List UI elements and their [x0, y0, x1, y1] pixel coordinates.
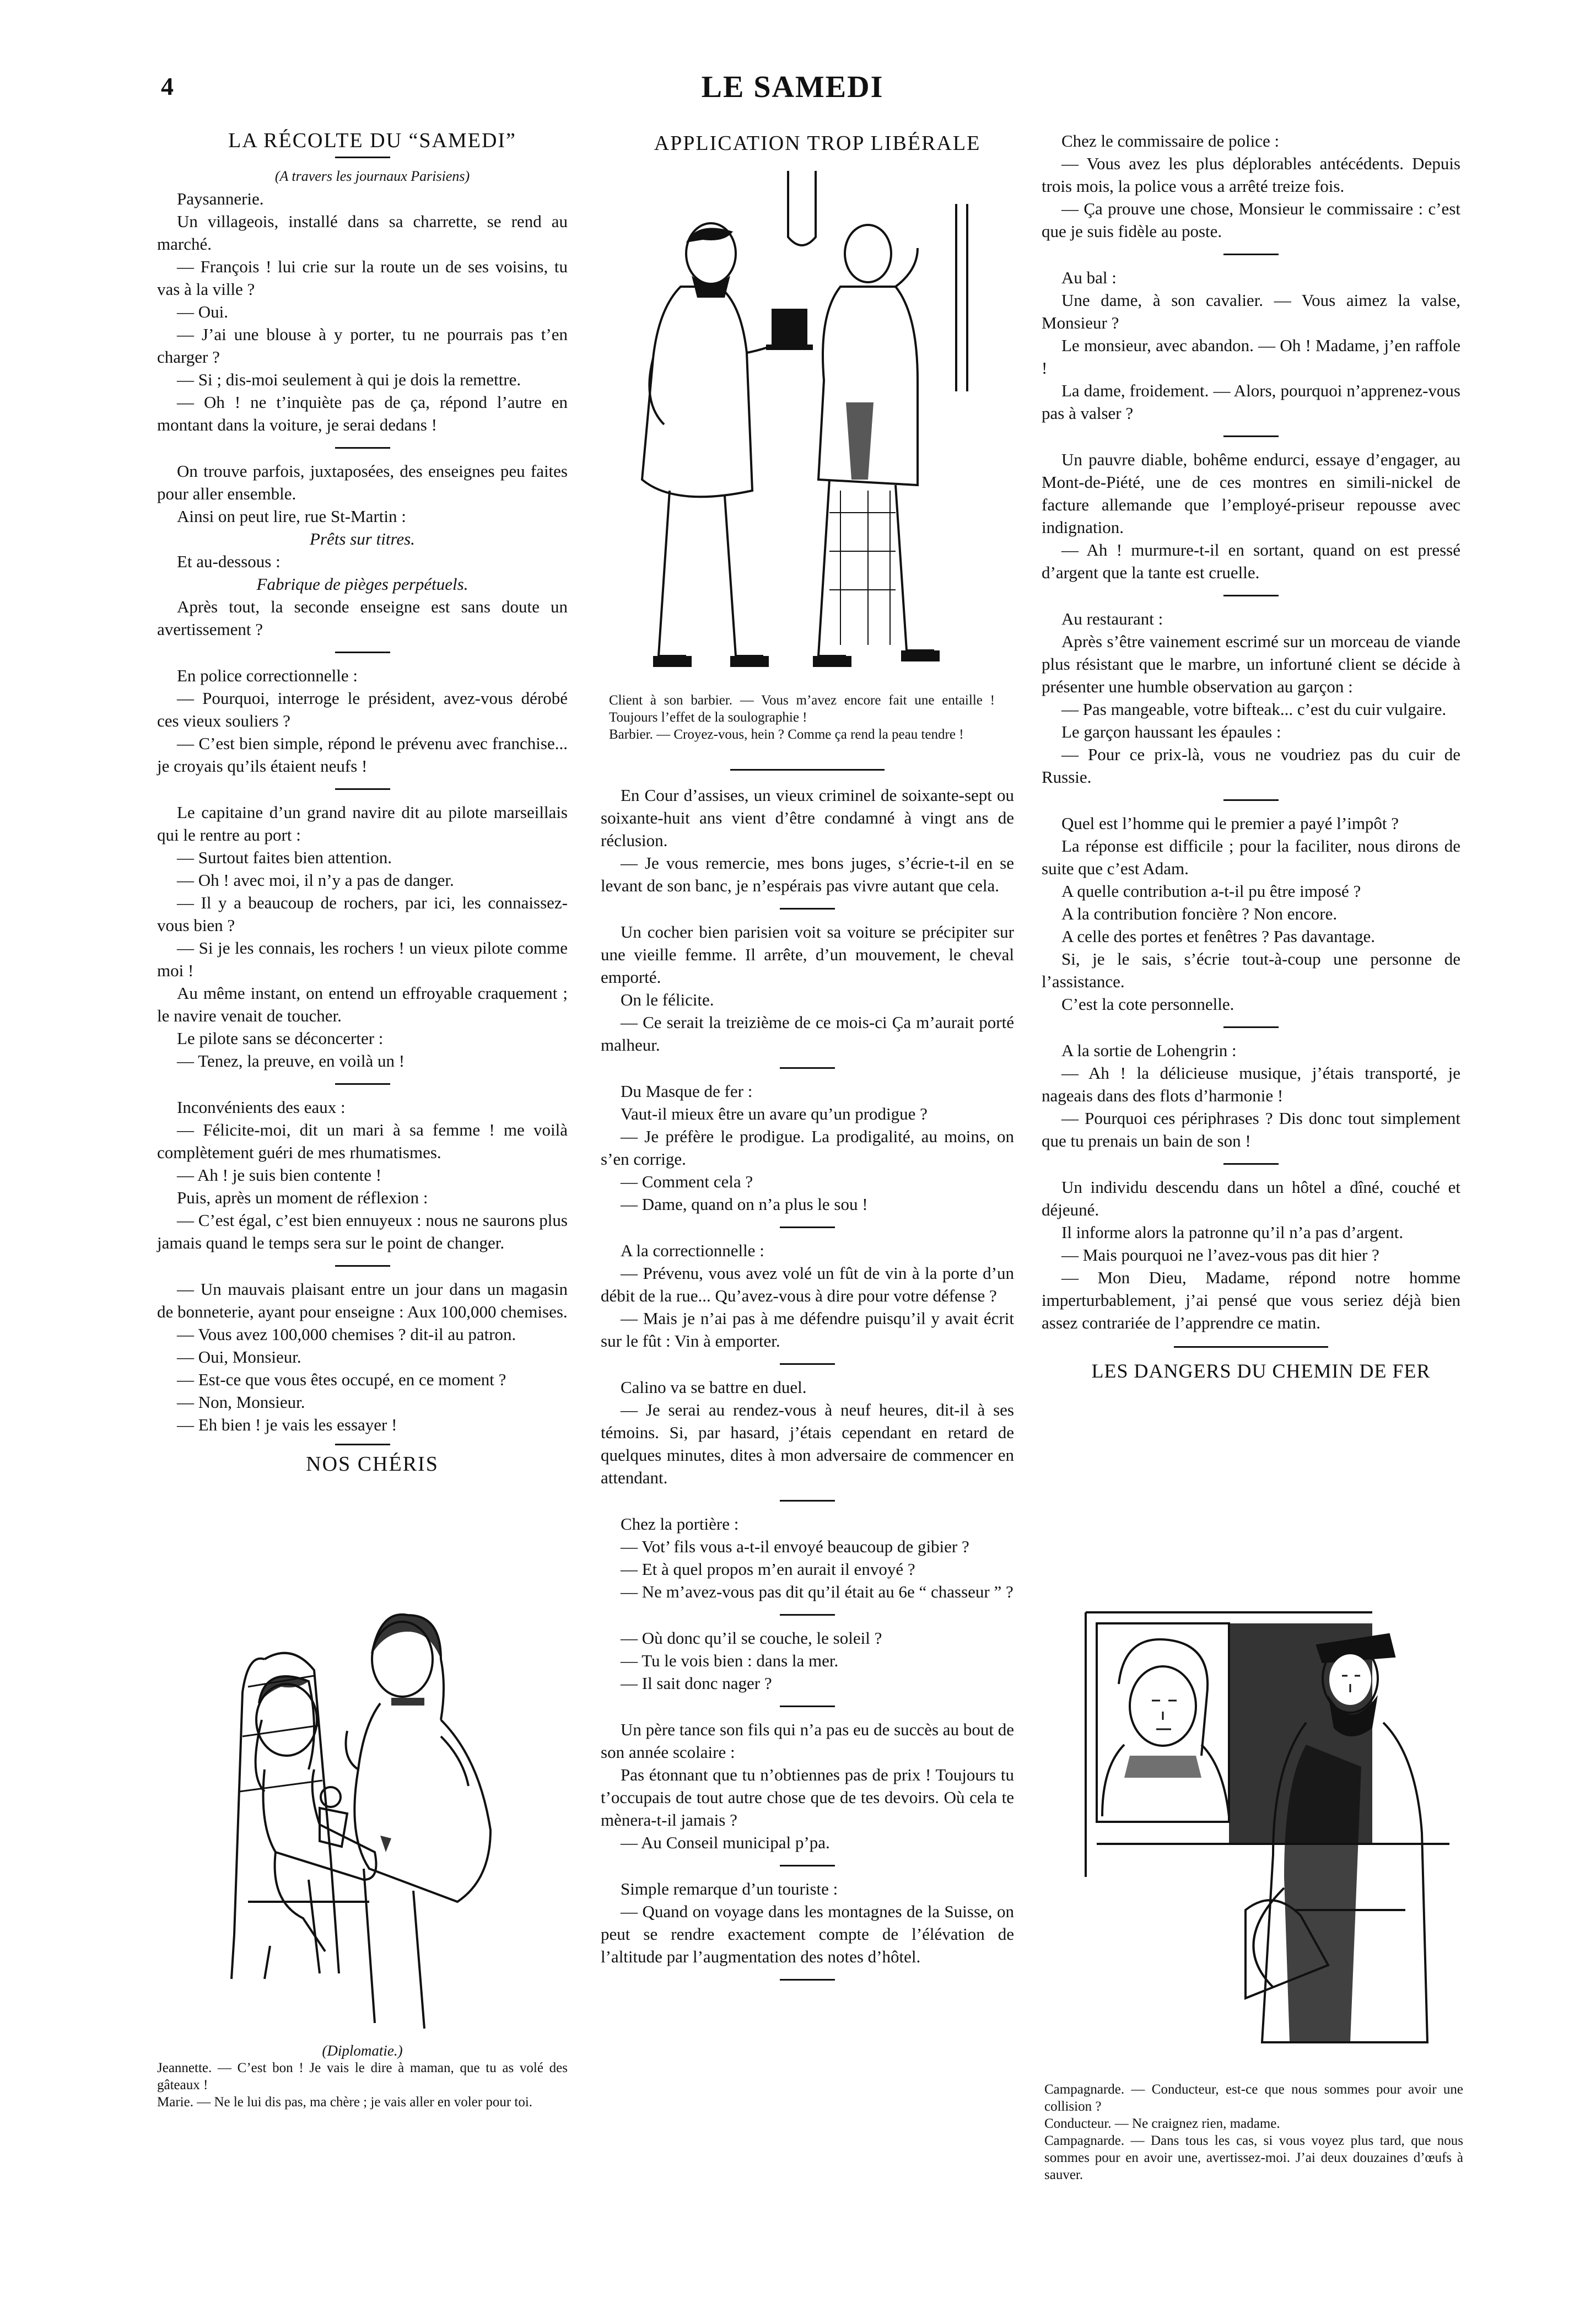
- paragraph: A la correctionnelle :: [621, 1241, 764, 1260]
- section-subheading: (A travers les journaux Parisiens): [274, 168, 470, 184]
- paragraph: — J’ai une blouse à y porter, tu ne pourrais pas t’en charger ?: [157, 325, 568, 367]
- paragraph: — Comment cela ?: [621, 1172, 753, 1191]
- paragraph: Fabrique de pièges perpétuels.: [256, 574, 468, 594]
- illustration-girls: [182, 1593, 562, 2034]
- divider: [335, 1444, 390, 1445]
- divider: [780, 1706, 835, 1707]
- divider: [335, 447, 390, 449]
- divider: [1223, 1026, 1279, 1028]
- paragraph: A quelle contribution a-t-il pu être imposé ?: [1061, 881, 1361, 901]
- paragraph: La réponse est difficile ; pour la faciliter, nous dirons de suite que c’est Adam.: [1042, 836, 1460, 878]
- paragraph: Après tout, la seconde enseigne est sans doute un avertissement ?: [157, 597, 568, 639]
- divider: [1223, 595, 1279, 596]
- paragraph: — Dame, quand on n’a plus le sou !: [621, 1195, 868, 1214]
- paragraph: — Pourquoi ces périphrases ? Dis donc tout simplement que tu prenais un bain de son !: [1042, 1109, 1460, 1150]
- paragraph: Un individu descendu dans un hôtel a dîné, couché et déjeuné.: [1042, 1177, 1460, 1219]
- paragraph: Simple remarque d’un touriste :: [621, 1879, 838, 1898]
- paragraph: A la sortie de Lohengrin :: [1061, 1041, 1237, 1060]
- divider: [780, 1979, 835, 1981]
- divider: [780, 1226, 835, 1228]
- paragraph: — Vous avez les plus déplorables antécédents. Depuis trois mois, la police vous a arrêté treize fois.: [1042, 154, 1460, 196]
- paragraph: Vaut-il mieux être un avare qu’un prodigue ?: [621, 1104, 928, 1123]
- paragraph: — Il sait donc nager ?: [621, 1674, 772, 1693]
- barber-caption: [609, 692, 995, 743]
- paragraph: — Je vous remercie, mes bons juges, s’écrie-t-il en se levant de son banc, je n’espérais pas vivre autant que cela.: [601, 853, 1014, 895]
- paragraph: — Pourquoi, interroge le président, avez-vous dérobé ces vieux souliers ?: [157, 688, 568, 730]
- paragraph: Le garçon haussant les épaules :: [1061, 722, 1281, 741]
- cheris-caption: [157, 2042, 568, 2111]
- section-heading: NOS CHÉRIS: [306, 1452, 439, 1476]
- paragraph: Puis, après un moment de réflexion :: [177, 1188, 428, 1207]
- column-2: [601, 132, 1014, 155]
- paragraph: — Il y a beaucoup de rochers, par ici, les connaissez-vous bien ?: [157, 893, 568, 935]
- railway-caption: [1044, 2081, 1463, 2183]
- paragraph: En Cour d’assises, un vieux criminel de soixante-sept ou soixante-huit ans vient d’être condamné à vingt ans de réclusion.: [601, 786, 1014, 850]
- paragraph: Calino va se battre en duel.: [621, 1378, 807, 1397]
- paragraph: Si, je le sais, s’écrie tout-à-coup une personne de l’assistance.: [1042, 949, 1460, 991]
- paragraph: Du Masque de fer :: [621, 1082, 753, 1101]
- paragraph: — Non, Monsieur.: [177, 1392, 305, 1412]
- divider: [780, 1500, 835, 1502]
- divider: [780, 1067, 835, 1069]
- paragraph: — Vot’ fils vous a-t-il envoyé beaucoup de gibier ?: [621, 1537, 969, 1556]
- illustration-barber: [609, 171, 995, 678]
- paragraph: Un villageois, installé dans sa charrette, se rend au marché.: [157, 212, 568, 254]
- paragraph: — Tu le vois bien : dans la mer.: [621, 1651, 839, 1670]
- paragraph: Le capitaine d’un grand navire dit au pilote marseillais qui le rentre au port :: [157, 803, 568, 844]
- paragraph: — Prévenu, vous avez volé un fût de vin à la porte d’un débit de la rue... Qu’avez-vous à dire pour votre défense ?: [601, 1263, 1014, 1305]
- paragraph: Pas étonnant que tu n’obtiennes pas de prix ! Toujours tu t’occupais de tout autre chose que de tes devoirs. Où cela te mènera-t-il jamais ?: [601, 1765, 1014, 1830]
- paragraph: On le félicite.: [621, 990, 714, 1009]
- paragraph: — C’est égal, c’est bien ennuyeux : nous ne saurons plus jamais quand le temps sera sur le point de changer.: [157, 1211, 568, 1252]
- paragraph: — Où donc qu’il se couche, le soleil ?: [621, 1628, 882, 1648]
- paragraph: — Et à quel propos m’en aurait il envoyé ?: [621, 1559, 915, 1579]
- paragraph: Chez la portière :: [621, 1514, 739, 1534]
- divider: [780, 1363, 835, 1365]
- caption-line: Campagnarde. — Conducteur, est-ce que nous sommes pour avoir une collision ?: [1044, 2082, 1463, 2114]
- paragraph: Un cocher bien parisien voit sa voiture se précipiter sur une vieille femme. Il arrête, d’un mouvement, le cheval emporté.: [601, 922, 1014, 987]
- paragraph: — Ah ! murmure-t-il en sortant, quand on est pressé d’argent que la tante est cruelle.: [1042, 540, 1460, 582]
- paragraph: Le pilote sans se déconcerter :: [177, 1029, 384, 1048]
- divider: [335, 1265, 390, 1267]
- paragraph: — C’est bien simple, répond le prévenu avec franchise... je croyais qu’ils étaient neufs !: [157, 734, 568, 776]
- paragraph: — Oh ! ne t’inquiète pas de ça, répond l’autre en montant dans la voiture, je serai dedans !: [157, 392, 568, 434]
- paragraph: Paysannerie.: [177, 189, 264, 208]
- caption-title: (Diplomatie.): [322, 2042, 403, 2059]
- paragraph: — Au Conseil municipal p’pa.: [621, 1833, 830, 1852]
- paragraph: Quel est l’homme qui le premier a payé l’impôt ?: [1061, 814, 1399, 833]
- paragraph: Un père tance son fils qui n’a pas eu de succès au bout de son année scolaire :: [601, 1720, 1014, 1762]
- paragraph: — Ah ! la délicieuse musique, j’étais transporté, je nageais dans des flots d’harmonie !: [1042, 1063, 1460, 1105]
- divider: [335, 652, 390, 653]
- paragraph: Un pauvre diable, bohême endurci, essaye d’engager, au Mont-de-Piété, une de ces montres en simili-nickel de facture allemande que l’employé-priseur repousse avec indignation.: [1042, 450, 1460, 537]
- caption-line: Conducteur. — Ne craignez rien, madame.: [1044, 2116, 1280, 2131]
- paragraph: — Un mauvais plaisant entre un jour dans un magasin de bonneterie, ayant pour enseigne : Aux 100,000 chemises.: [157, 1279, 568, 1321]
- divider: [1223, 435, 1279, 437]
- paragraph: — Si ; dis-moi seulement à qui je dois la remettre.: [177, 370, 521, 389]
- paragraph: — Pas mangeable, votre bifteak... c’est du cuir vulgaire.: [1061, 700, 1447, 719]
- page-number: 4: [161, 72, 174, 100]
- masthead-title: LE SAMEDI: [701, 70, 884, 104]
- section-heading: APPLICATION TROP LIBÉRALE: [654, 132, 981, 155]
- column-1: [157, 130, 568, 1476]
- paragraph: Chez le commissaire de police :: [1061, 131, 1280, 150]
- paragraph: Le monsieur, avec abandon. — Oh ! Madame, j’en raffole !: [1042, 336, 1460, 378]
- divider: [780, 1865, 835, 1866]
- paragraph: — Eh bien ! je vais les essayer !: [177, 1415, 397, 1434]
- paragraph: Et au-dessous :: [177, 552, 281, 571]
- paragraph: A la contribution foncière ? Non encore.: [1061, 904, 1338, 923]
- paragraph: — Félicite-moi, dit un mari à sa femme ! me voilà complètement guéri de mes rhumatismes.: [157, 1120, 568, 1162]
- divider: [335, 1083, 390, 1085]
- paragraph: — Mais je n’ai pas à me défendre puisqu’il y avait écrit sur le fût : Vin à emporter.: [601, 1309, 1014, 1351]
- column-3: [1042, 130, 1460, 1382]
- divider: [1223, 799, 1279, 801]
- caption-line: Barbier. — Croyez-vous, hein ? Comme ça rend la peau tendre !: [609, 727, 964, 742]
- paragraph: La dame, froidement. — Alors, pourquoi n’apprenez-vous pas à valser ?: [1042, 381, 1460, 423]
- caption-line: Campagnarde. — Dans tous les cas, si vous voyez plus tard, que nous sommes pour en avoir une, avertissez-moi. J’ai deux douzaines d’œufs à sauver.: [1044, 2133, 1463, 2182]
- paragraph: En police correctionnelle :: [177, 666, 358, 685]
- paragraph: — Ça prouve une chose, Monsieur le commissaire : c’est que je suis fidèle au poste.: [1042, 199, 1460, 241]
- paragraph: — Ah ! je suis bien contente !: [177, 1165, 382, 1185]
- paragraph: Une dame, à son cavalier. — Vous aimez la valse, Monsieur ?: [1042, 290, 1460, 332]
- divider: [1174, 1346, 1328, 1348]
- paragraph: — Est-ce que vous êtes occupé, en ce moment ?: [177, 1370, 506, 1389]
- paragraph: A celle des portes et fenêtres ? Pas davantage.: [1061, 927, 1375, 946]
- column-2-text: [601, 769, 1014, 1992]
- illustration-railway: [1064, 1601, 1449, 2053]
- paragraph: — Mais pourquoi ne l’avez-vous pas dit hier ?: [1061, 1245, 1379, 1265]
- paragraph: — Je préfère le prodigue. La prodigalité, au moins, on s’en corrige.: [601, 1127, 1014, 1169]
- paragraph: Prêts sur titres.: [310, 529, 415, 548]
- paragraph: — Ce serait la treizième de ce mois-ci Ça m’aurait porté malheur.: [601, 1013, 1014, 1055]
- section-heading: LA RÉCOLTE DU “SAMEDI”: [228, 129, 516, 152]
- paragraph: — Mon Dieu, Madame, répond notre homme imperturbablement, j’ai pensé que vous seriez déjà bien assez contrariée de l’apprendre ce matin.: [1042, 1268, 1460, 1332]
- paragraph: — Pour ce prix-là, vous ne voudriez pas du cuir de Russie.: [1042, 745, 1460, 787]
- paragraph: C’est la cote personnelle.: [1061, 994, 1234, 1014]
- divider: [780, 1614, 835, 1616]
- paragraph: — Quand on voyage dans les montagnes de la Suisse, on peut se rendre exactement compte de l’élévation de l’altitude par l’augmentation des notes d’hôtel.: [601, 1902, 1014, 1966]
- paragraph: Au bal :: [1061, 268, 1117, 287]
- paragraph: Après s’être vainement escrimé sur un morceau de viande plus résistant que le marbre, un infortuné client se décide à présenter une humble observation au garçon :: [1042, 632, 1460, 696]
- paragraph: — Oui, Monsieur.: [177, 1347, 301, 1367]
- divider: [1223, 254, 1279, 255]
- paragraph: Il informe alors la patronne qu’il n’a pas d’argent.: [1061, 1223, 1404, 1242]
- paragraph: On trouve parfois, juxtaposées, des enseignes peu faites pour aller ensemble.: [157, 461, 568, 503]
- paragraph: — Si je les connais, les rochers ! un vieux pilote comme moi !: [157, 938, 568, 980]
- paragraph: Au restaurant :: [1061, 609, 1163, 628]
- divider: [780, 908, 835, 910]
- paragraph: — François ! lui crie sur la route un de ses voisins, tu vas à la ville ?: [157, 257, 568, 299]
- caption-line: Marie. — Ne le lui dis pas, ma chère ; je vais aller en voler pour toi.: [157, 2095, 533, 2110]
- divider: [335, 157, 390, 158]
- paragraph: — Tenez, la preuve, en voilà un !: [177, 1051, 405, 1070]
- caption-line: Client à son barbier. — Vous m’avez encore fait une entaille ! Toujours l’effet de la soulographie !: [609, 693, 995, 725]
- divider: [730, 769, 885, 771]
- paragraph: — Ne m’avez-vous pas dit qu’il était au 6e “ chasseur ” ?: [621, 1582, 1013, 1601]
- paragraph: Inconvénients des eaux :: [177, 1098, 346, 1117]
- paragraph: — Surtout faites bien attention.: [177, 848, 392, 867]
- paragraph: — Vous avez 100,000 chemises ? dit-il au patron.: [177, 1325, 516, 1344]
- paragraph: Au même instant, on entend un effroyable craquement ; le navire venait de toucher.: [157, 983, 568, 1025]
- divider: [335, 788, 390, 790]
- caption-line: Jeannette. — C’est bon ! Je vais le dire à maman, que tu as volé des gâteaux !: [157, 2061, 568, 2092]
- divider: [1223, 1163, 1279, 1165]
- section-heading: LES DANGERS DU CHEMIN DE FER: [1091, 1360, 1431, 1382]
- paragraph: — Je serai au rendez-vous à neuf heures, dit-il à ses témoins. Si, par hasard, j’étais cependant en retard de quelques minutes, dites à mon adversaire de commencer en attendant.: [601, 1400, 1014, 1487]
- paragraph: — Oui.: [177, 302, 228, 321]
- paragraph: — Oh ! avec moi, il n’y a pas de danger.: [177, 870, 454, 890]
- paragraph: Ainsi on peut lire, rue St-Martin :: [177, 507, 406, 526]
